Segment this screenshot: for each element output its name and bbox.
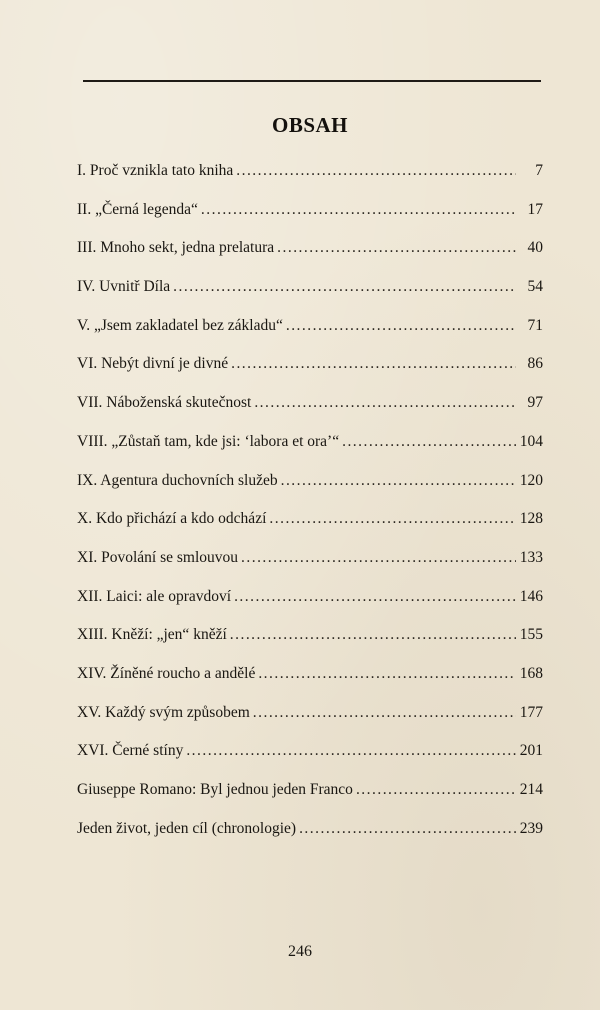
toc-entry (77, 351, 543, 390)
toc-entry-label: XV. Každý svým způsobem (77, 703, 250, 721)
toc-entry-page: 97 (527, 394, 543, 412)
toc-entry-page: 146 (519, 587, 543, 605)
toc-leader-dots (277, 235, 516, 261)
toc-leader-dots (253, 700, 516, 726)
toc-entry-label: Jeden život, jeden cíl (chronologie) (77, 819, 297, 837)
toc-entry-label: II. „Černá legenda“ (77, 200, 198, 218)
toc-entry-page: 133 (519, 548, 543, 566)
toc-entry (77, 197, 543, 236)
toc-entry-page: 128 (519, 510, 543, 528)
toc-leader-dots (281, 468, 516, 494)
toc-leader-dots (254, 390, 516, 416)
table-of-contents (77, 158, 543, 854)
toc-entry (77, 700, 543, 739)
toc-leader-dots (269, 506, 516, 532)
toc-leader-dots (201, 197, 516, 223)
toc-entry-page: 120 (519, 471, 543, 489)
toc-entry-page: 40 (527, 239, 543, 257)
toc-leader-dots (356, 777, 516, 803)
toc-entry (77, 390, 543, 429)
toc-leader-dots (342, 429, 516, 455)
toc-entry (77, 235, 543, 274)
toc-leader-dots (241, 545, 516, 571)
toc-leader-dots (258, 661, 516, 687)
toc-entry (77, 274, 543, 313)
toc-leader-dots (286, 313, 516, 339)
toc-entry (77, 816, 543, 855)
toc-entry-label: XI. Povolání se smlouvou (77, 548, 239, 566)
toc-entry-page: 177 (519, 703, 543, 721)
toc-entry-page: 7 (535, 162, 543, 179)
toc-entry-page: 168 (519, 664, 543, 682)
toc-entry-label: IV. Uvnitř Díla (77, 278, 171, 296)
toc-entry-label: V. „Jsem zakladatel bez základu“ (77, 316, 283, 334)
page-title: OBSAH (271, 113, 349, 137)
toc-entry-label: XVI. Černé stíny (77, 742, 184, 760)
toc-entry-page: 71 (527, 316, 543, 334)
toc-entry-page: 155 (519, 626, 543, 644)
toc-entry (77, 313, 543, 352)
page-number: 246 (288, 943, 312, 960)
toc-entry-label: I. Proč vznikla tato kniha (77, 162, 234, 179)
toc-leader-dots (230, 622, 516, 648)
toc-entry-label: VI. Nebýt divní je divné (77, 355, 229, 373)
toc-entry-label: III. Mnoho sekt, jedna prelatura (77, 239, 275, 257)
top-rule (83, 80, 541, 82)
toc-leader-dots (173, 274, 516, 300)
toc-entry-label: VII. Náboženská skutečnost (77, 394, 252, 412)
toc-leader-dots (299, 816, 516, 842)
toc-entry-page: 104 (519, 432, 543, 450)
toc-entry-page: 86 (527, 355, 543, 373)
toc-entry (77, 468, 543, 507)
toc-entry-label: Giuseppe Romano: Byl jednou jeden Franco (77, 781, 353, 798)
toc-entry (77, 506, 543, 545)
toc-entry-label: X. Kdo přichází a kdo odchází (77, 510, 267, 528)
toc-entry (77, 661, 543, 700)
toc-entry (77, 429, 543, 468)
toc-entry-page: 239 (519, 819, 543, 837)
toc-leader-dots (236, 158, 516, 184)
toc-entry-label: XIII. Kněží: „jen“ kněží (77, 626, 227, 644)
toc-entry-label: IX. Agentura duchovních služeb (77, 471, 278, 489)
toc-leader-dots (231, 351, 516, 377)
toc-entry (77, 777, 543, 816)
toc-entry-page: 214 (519, 781, 543, 798)
toc-entry (77, 158, 543, 197)
toc-entry (77, 545, 543, 584)
toc-entry-page: 17 (527, 200, 543, 218)
toc-leader-dots (186, 738, 516, 764)
toc-entry-label: VIII. „Zůstaň tam, kde jsi: ‘labora et ora’“ (77, 432, 340, 450)
toc-leader-dots (234, 584, 516, 610)
toc-entry-label: XII. Laici: ale opravdoví (77, 587, 232, 605)
toc-entry-label: XIV. Žíněné roucho a andělé (77, 664, 256, 682)
toc-entry-page: 201 (519, 742, 543, 760)
toc-entry-page: 54 (527, 278, 543, 296)
toc-entry (77, 622, 543, 661)
toc-entry (77, 584, 543, 623)
toc-entry (77, 738, 543, 777)
